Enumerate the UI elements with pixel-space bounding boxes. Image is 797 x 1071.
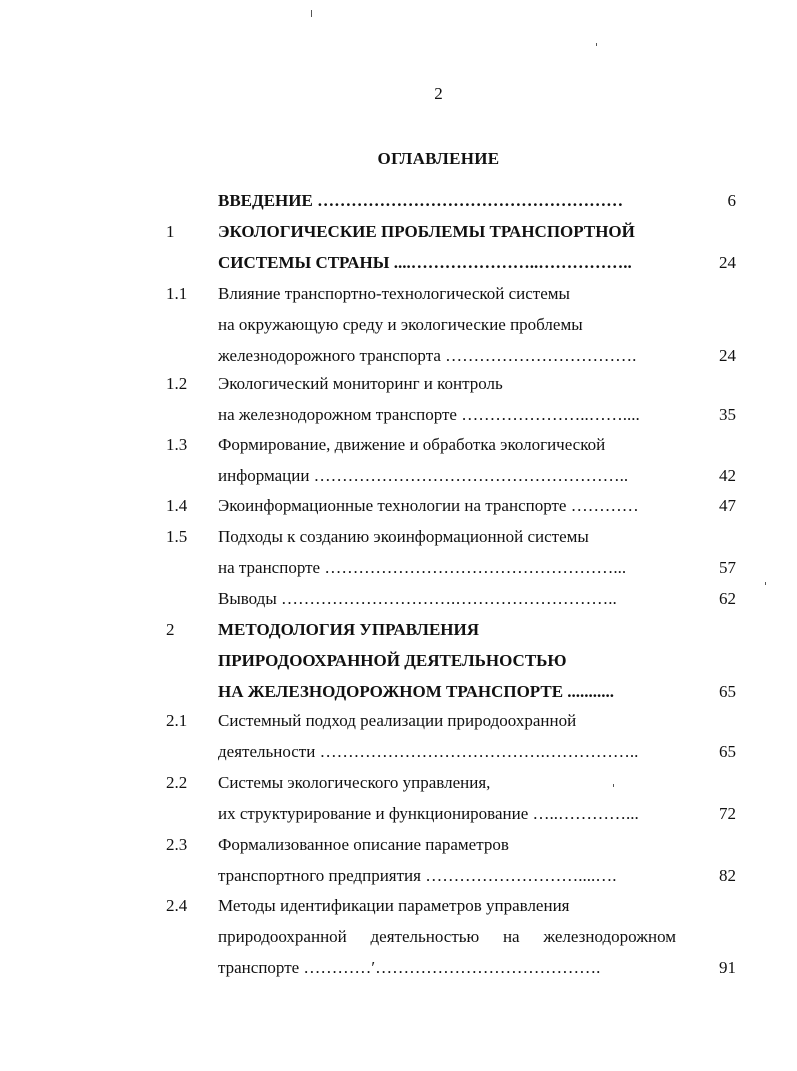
toc-entry-page: 6 bbox=[727, 191, 736, 210]
toc-entry-title bbox=[218, 490, 676, 521]
toc-entry-title-line: транспортного предприятия ………………………....…. bbox=[218, 866, 617, 885]
toc-entry-number: 2.4 bbox=[166, 896, 188, 915]
toc-entry-title-line: МЕТОДОЛОГИЯ УПРАВЛЕНИЯ bbox=[218, 620, 480, 639]
toc-entry-title-line: СИСТЕМЫ СТРАНЫ ....…………………..…………….. bbox=[218, 253, 632, 272]
toc-entry-title-line: Выводы ………………………….……………………….. bbox=[218, 589, 617, 608]
toc-title: ОГЛАВЛЕНИЕ bbox=[377, 149, 500, 168]
toc-entry-title-line: Подходы к созданию экоинформационной системы bbox=[218, 527, 589, 546]
toc-entry-title-line: их структурирование и функционирование …..…………... bbox=[218, 804, 639, 823]
toc-entry-title bbox=[218, 216, 676, 278]
toc-entry-title bbox=[218, 368, 676, 430]
toc-entry-title bbox=[218, 829, 676, 891]
toc-entry-title-line: на железнодорожном транспорте …………………..…….... bbox=[218, 405, 640, 424]
toc-entry-title bbox=[218, 705, 676, 767]
toc-entry-number: 1.3 bbox=[166, 435, 188, 454]
toc-entry-number: 2.3 bbox=[166, 835, 188, 854]
toc-entry-page: 35 bbox=[719, 405, 736, 424]
toc-entry-page: 72 bbox=[719, 804, 736, 823]
toc-entry-number: 1 bbox=[166, 222, 175, 241]
toc-entry-number: 2.1 bbox=[166, 711, 188, 730]
toc-entry-page: 82 bbox=[719, 866, 736, 885]
toc-entry-number: 2.2 bbox=[166, 773, 188, 792]
toc-entry-title-line: ЭКОЛОГИЧЕСКИЕ ПРОБЛЕМЫ ТРАНСПОРТНОЙ bbox=[218, 222, 635, 241]
toc-entry-number: 2 bbox=[166, 620, 175, 639]
toc-entry-title-line: Методы идентификации параметров управления bbox=[218, 896, 570, 915]
toc-entry-title-line: ПРИРОДООХРАННОЙ ДЕЯТЕЛЬНОСТЬЮ bbox=[218, 651, 567, 670]
toc-entry-title bbox=[218, 278, 676, 371]
toc-entry-title-line: Экоинформационные технологии на транспорте ………… bbox=[218, 496, 639, 515]
toc-entry-title-line: Влияние транспортно-технологической системы bbox=[218, 284, 570, 303]
toc-entry-title-line: Формализованное описание параметров bbox=[218, 835, 509, 854]
toc-entry-page: 24 bbox=[719, 253, 736, 272]
toc-entry-title-line: Формирование, движение и обработка экологической bbox=[218, 435, 606, 454]
toc-entry-page: 91 bbox=[719, 958, 736, 977]
toc-entry-title bbox=[218, 583, 676, 614]
toc-entry-page: 24 bbox=[719, 346, 736, 365]
toc-entry-page: 62 bbox=[719, 589, 736, 608]
toc-entry-title-line: информации ……………………………………………….. bbox=[218, 466, 629, 485]
toc-entry-title-line: Системы экологического управления, bbox=[218, 773, 491, 792]
toc-entry-page: 42 bbox=[719, 466, 736, 485]
toc-entry-title-line: на окружающую среду и экологические проблемы bbox=[218, 315, 583, 334]
toc-entry-title bbox=[218, 185, 676, 216]
scan-speck bbox=[765, 582, 766, 585]
toc-entry-title-line: транспорте …………′…………………………………. bbox=[218, 958, 601, 977]
toc-entry-page: 57 bbox=[719, 558, 736, 577]
page-number: 2 bbox=[434, 84, 443, 103]
toc-entry-title-line: природоохранной деятельностью на железнодорожном bbox=[218, 927, 676, 946]
toc-entry-title-line: НА ЖЕЛЕЗНОДОРОЖНОМ ТРАНСПОРТЕ ........... bbox=[218, 682, 615, 701]
toc-entry-title-line: Экологический мониторинг и контроль bbox=[218, 374, 503, 393]
toc-entry-title-line: железнодорожного транспорта ……………………………. bbox=[218, 346, 637, 365]
toc-entry-title-line: деятельности ………………………………….…………….. bbox=[218, 742, 639, 761]
toc-entry-title bbox=[218, 521, 676, 583]
toc-entry-title bbox=[218, 429, 676, 491]
toc-entry-title-line: на транспорте ……………………………………………... bbox=[218, 558, 627, 577]
toc-entry-title bbox=[218, 614, 676, 707]
toc-entry-page: 65 bbox=[719, 742, 736, 761]
toc-entry-page: 47 bbox=[719, 496, 736, 515]
scan-speck bbox=[613, 784, 614, 787]
scan-speck bbox=[596, 43, 597, 46]
toc-entry-number: 1.2 bbox=[166, 374, 188, 393]
toc-entry-number: 1.5 bbox=[166, 527, 188, 546]
toc-entry-number: 1.4 bbox=[166, 496, 188, 515]
toc-entry-number: 1.1 bbox=[166, 284, 188, 303]
toc-entry-title-line: Системный подход реализации природоохранной bbox=[218, 711, 577, 730]
scan-speck bbox=[311, 10, 312, 17]
toc-entry-title bbox=[218, 890, 676, 983]
toc-entry-page: 65 bbox=[719, 682, 736, 701]
toc-entry-title bbox=[218, 767, 676, 829]
toc-entry-title-line: ВВЕДЕНИЕ ……………………………………………… bbox=[218, 191, 624, 210]
